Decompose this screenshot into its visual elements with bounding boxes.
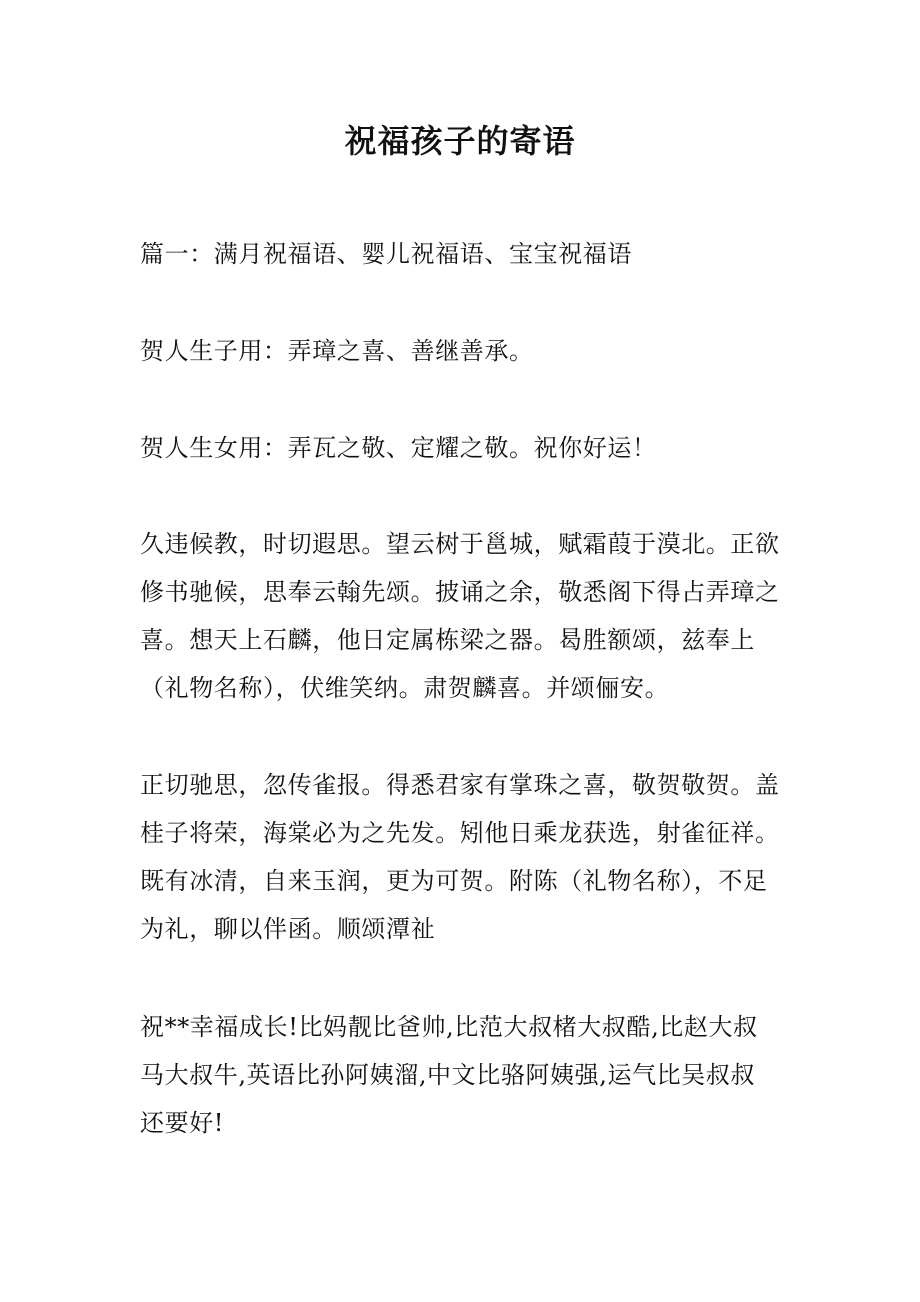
document-title: 祝福孩子的寄语 xyxy=(344,122,576,160)
paragraph-letter-son: 久违候教，时切遐思。望云树于邕城，赋霜葭于漠北。正欲 修书驰候，思奉云翰先颂。披诵之余，敬悉阁下得占弄璋之 喜。想天上石麟，他日定属栋梁之器。曷胜额颂，兹奉上 （礼物名称），伏维笑纳。肃贺麟喜。并颂俪安。 xyxy=(140,530,780,702)
paragraph-girl-blessing: 贺人生女用：弄瓦之敬、定耀之敬。祝你好运！ xyxy=(140,434,657,462)
paragraph-growth-wish: 祝**幸福成长!比妈靓比爸帅,比范大叔楮大叔酷,比赵大叔 马大叔牛,英语比孙阿姨溜,中文比骆阿姨强,运气比吴叔叔 还要好! xyxy=(140,1013,758,1137)
paragraph-boy-blessing: 贺人生子用：弄璋之喜、善继善承。 xyxy=(140,337,534,365)
paragraph-letter-daughter: 正切驰思，忽传雀报。得悉君家有掌珠之喜，敬贺敬贺。盖 桂子将荣，海棠必为之先发。矧他日乘龙获选，射雀征祥。 既有冰清，自来玉润，更为可贺。附陈（礼物名称），不足 为礼，聊以伴函。顺颂潭祉 xyxy=(140,771,780,943)
paragraph-section-heading: 篇一：满月祝福语、婴儿祝福语、宝宝祝福语 xyxy=(140,240,632,268)
